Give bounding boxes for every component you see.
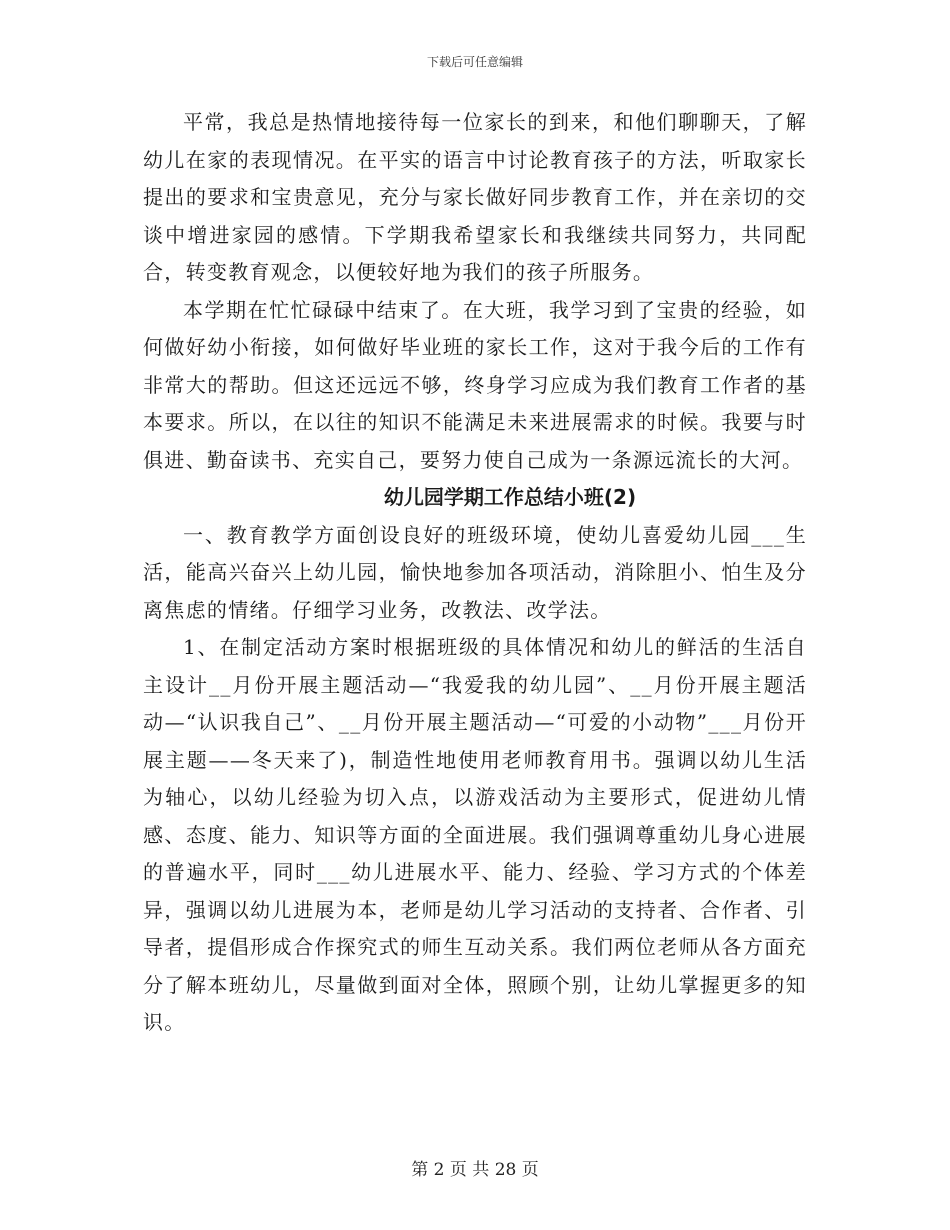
document-body xyxy=(143,104,807,1042)
paragraph-activity-planning: 1、在制定活动方案时根据班级的具体情况和幼儿的鲜活的生活自主设计__月份开展主题活动—“我爱我的幼儿园”、__月份开展主题活动—“认识我自己”、__月份开展主题活动—“可爱的小动物”___月份开展主题——冬天来了)，制造性地使用老师教育用书。强调以幼儿生活为轴心，以幼儿经验为切入点，以游戏活动为主要形式，促进幼儿情感、态度、能力、知识等方面的全面进展。我们强调尊重幼儿身心进展的普遍水平，同时___幼儿进展水平、能力、经验、学习方式的个体差异，强调以幼儿进展为本，老师是幼儿学习活动的支持者、合作者、引导者，提倡形成合作探究式的师生互动关系。我们两位老师从各方面充分了解本班幼儿，尽量做到面对全体，照顾个别，让幼儿掌握更多的知识。 xyxy=(143,635,807,1034)
section-title: 幼儿园学期工作总结小班(2) xyxy=(383,485,637,509)
paragraph-parent-communication: 平常，我总是热情地接待每一位家长的到来，和他们聊聊天，了解幼儿在家的表现情况。在平实的语言中讨论教育孩子的方法，听取家长提出的要求和宝贵意见，充分与家长做好同步教育工作，并在亲切的交谈中增进家园的感情。下学期我希望家长和我继续共同努力，共同配合，转变教育观念，以便较好地为我们的孩子所服务。 xyxy=(143,110,807,284)
paragraph-teaching-environment: 一、教育教学方面创设良好的班级环境，使幼儿喜爱幼儿园___生活，能高兴奋兴上幼儿园，愉快地参加各项活动，消除胆小、怕生及分离焦虑的情绪。仔细学习业务，改教法、改学法。 xyxy=(143,522,807,622)
paragraph-semester-reflection: 本学期在忙忙碌碌中结束了。在大班，我学习到了宝贵的经验，如何做好幼小衔接，如何做好毕业班的家长工作，这对于我今后的工作有非常大的帮助。但这还远远不够，终身学习应成为我们教育工作者的基本要求。所以，在以往的知识不能满足未来进展需求的时候。我要与时俱进、勤奋读书、充实自己，要努力使自己成为一条源远流长的大河。 xyxy=(143,297,807,472)
page-header-note: 下载后可任意编辑 xyxy=(426,55,523,69)
page-number: 第 2 页 共 28 页 xyxy=(411,1160,539,1180)
